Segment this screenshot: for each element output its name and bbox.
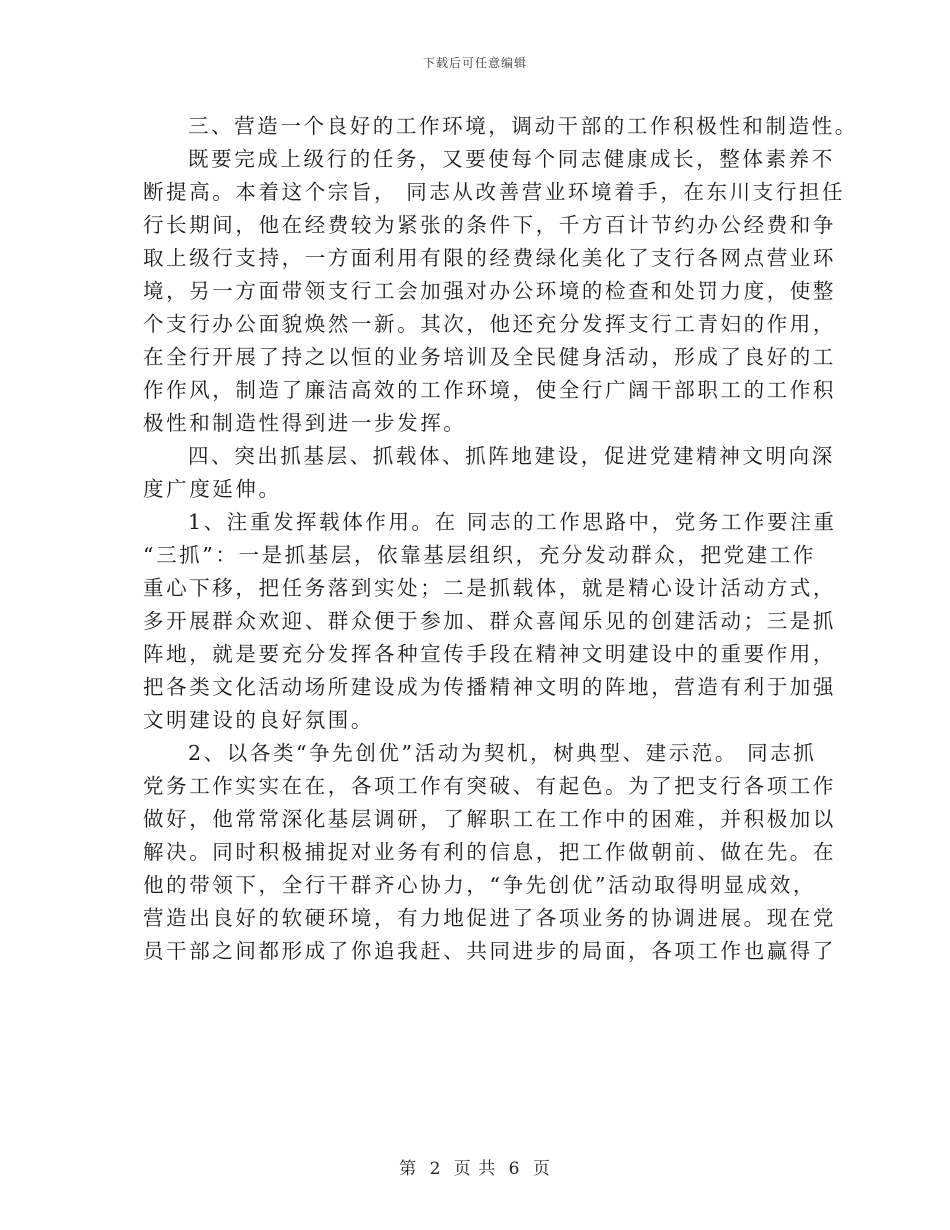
paragraph-line: 党务工作实实在在，各项工作有突破、有起色。为了把支行各项工作	[143, 774, 836, 798]
page-header: 下载后可任意编辑	[422, 56, 527, 70]
paragraph-line: 阵地，就是要充分发挥各种宣传手段在精神文明建设中的重要作用，	[143, 642, 836, 666]
paragraph-line: 做好，他常常深化基层调研，了解职工在工作中的困难，并积极加以	[143, 807, 836, 831]
paragraph-line: 把各类文化活动场所建设成为传播精神文明的阵地，营造有利于加强	[143, 675, 836, 699]
paragraph-line: 文明建设的良好氛围。	[143, 708, 374, 732]
page-footer	[0, 1154, 950, 1179]
paragraph-line: 多开展群众欢迎、群众便于参加、群众喜闻乐见的创建活动；三是抓	[143, 609, 836, 633]
total-pages-number: 6	[508, 1159, 521, 1179]
paragraph-line: 营造出良好的软硬环境，有力地促进了各项业务的协调进展。现在党	[143, 906, 836, 930]
paragraph-line: 解决。同时积极捕捉对业务有利的信息，把工作做朝前、做在先。在	[143, 840, 836, 864]
paragraph-line: 取上级行支持，一方面利用有限的经费绿化美化了支行各网点营业环	[143, 246, 836, 270]
paragraph-line: 他的带领下，全行干群齐心协力，“争先创优”活动取得明显成效，	[143, 873, 816, 897]
paragraph-line: “三抓”：一是抓基层，依靠基层组织，充分发动群众，把党建工作	[143, 543, 816, 567]
footer-suffix: 页	[532, 1159, 551, 1179]
footer-prefix: 第	[399, 1159, 418, 1179]
paragraph-line: 1、注重发挥载体作用。在 同志的工作思路中，党务工作要注重	[188, 510, 837, 534]
paragraph-line: 既要完成上级行的任务，又要使每个同志健康成长，整体素养不	[188, 147, 835, 171]
paragraph-line: 极性和制造性得到进一步发挥。	[143, 411, 467, 435]
footer-middle: 页 共	[453, 1159, 497, 1179]
paragraph-line: 度广度延伸。	[143, 477, 282, 501]
paragraph-line: 员干部之间都形成了你追我赶、共同进步的局面，各项工作也赢得了	[143, 939, 836, 963]
current-page-number: 2	[429, 1159, 442, 1179]
paragraph-line: 个支行办公面貌焕然一新。其次，他还充分发挥支行工青妇的作用，	[143, 312, 836, 336]
paragraph-line: 境，另一方面带领支行工会加强对办公环境的检查和处罚力度，使整	[143, 279, 836, 303]
paragraph-line: 断提高。本着这个宗旨， 同志从改善营业环境着手，在东川支行担任	[143, 180, 846, 204]
paragraph-line: 2、以各类“争先创优”活动为契机，树典型、建示范。 同志抓	[188, 741, 817, 765]
paragraph-line: 三、营造一个良好的工作环境，调动干部的工作积极性和制造性。	[188, 114, 858, 138]
document-body	[143, 110, 858, 968]
paragraph-line: 四、突出抓基层、抓载体、抓阵地建设，促进党建精神文明向深	[188, 444, 835, 468]
paragraph-line: 行长期间，他在经费较为紧张的条件下，千方百计节约办公经费和争	[143, 213, 836, 237]
paragraph-line: 重心下移，把任务落到实处；二是抓载体，就是精心设计活动方式，	[143, 576, 836, 600]
paragraph-line: 在全行开展了持之以恒的业务培训及全民健身活动，形成了良好的工	[143, 345, 836, 369]
paragraph-line: 作作风，制造了廉洁高效的工作环境，使全行广阔干部职工的工作积	[143, 378, 836, 402]
